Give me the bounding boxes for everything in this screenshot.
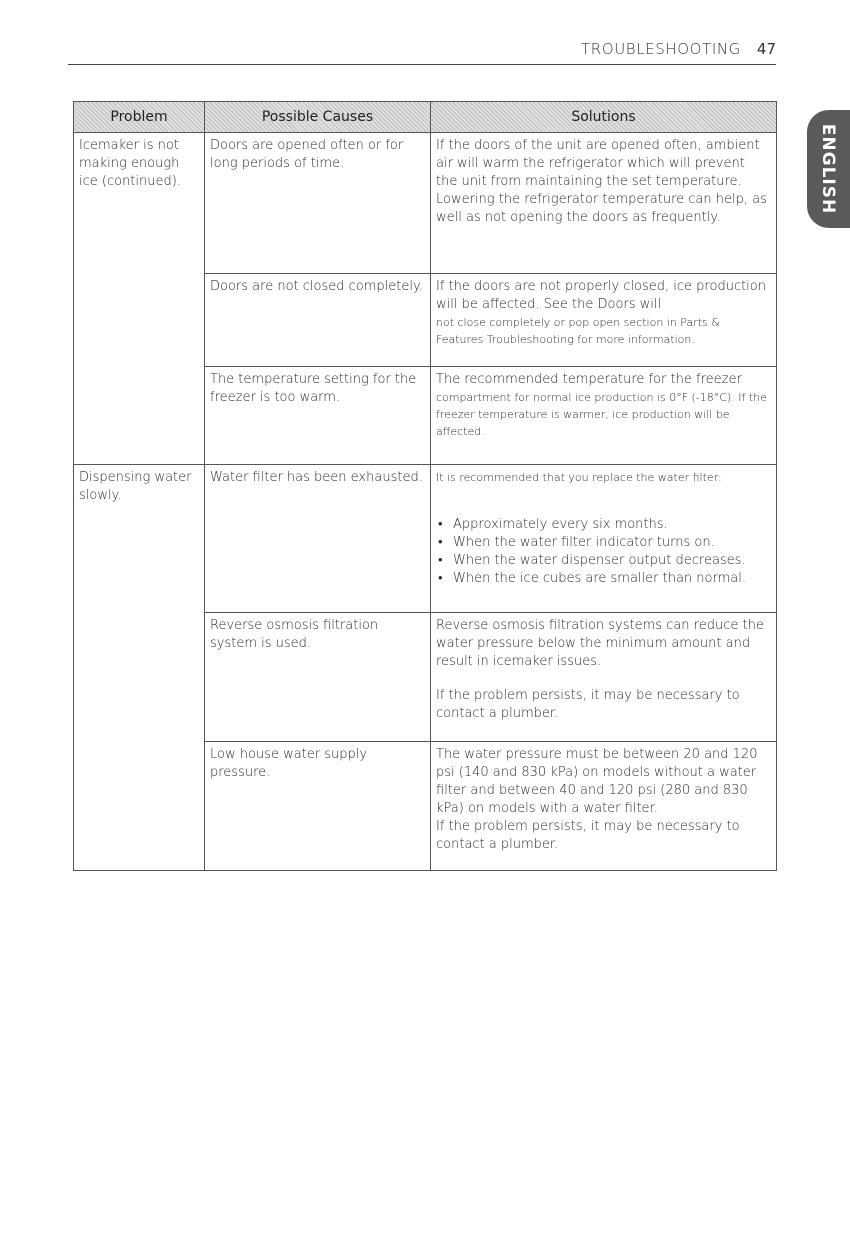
list-item: • When the water dispenser output decreases. [438,553,746,568]
solution-cell [431,274,777,367]
language-tab-label: ENGLISH [818,123,839,215]
language-tab [807,110,850,228]
cause-cell: The temperature setting for the freezer is too warm. [205,367,431,465]
solution-text: Reverse osmosis filtration systems can reduce the water pressure below the minimum amount and result in icemaker issues. [436,618,764,669]
solution-text: If the problem persists, it may be necessary to contact a plumber. [436,688,740,721]
solution-cell [431,367,777,465]
list-item: • When the ice cubes are smaller than normal. [438,571,746,586]
solution-text: The recommended temperature for the freezer [436,372,742,387]
table-header-row [74,102,777,133]
column-header-solutions: Solutions [431,102,777,133]
solution-text: If the problem persists, it may be necessary to contact a plumber. [436,819,740,852]
list-item: • Approximately every six months. [438,517,668,532]
cause-cell: Doors are opened often or for long periods of time. [205,133,431,274]
column-header-causes: Possible Causes [205,102,431,133]
troubleshooting-table [73,101,777,871]
problem-cell: Dispensing water slowly. [74,465,205,871]
solution-cell [431,742,777,871]
page-header [68,40,776,65]
solution-intro: It is recommended that you replace the water filter: [436,471,722,484]
solution-cell: If the doors of the unit are opened often, ambient air will warm the refrigerator which will prevent the unit from maintaining the set temperature. Lowering the refrigerator temperature can help, as well as not opening the doors as frequently. [431,133,777,274]
solution-small-text: compartment for normal ice production is 0°F (-18°C). If the freezer temperature is warmer, ice production will be affected. [436,391,767,438]
solution-small-text: not close completely or pop open section in Parts & Features Troubleshooting for more information. [436,316,720,346]
solution-bullet-list [436,516,770,588]
table-row [74,133,777,274]
solution-cell [431,465,777,613]
page-number: 47 [756,40,776,58]
column-header-problem: Problem [74,102,205,133]
solution-cell [431,613,777,742]
table-row [74,465,777,613]
solution-text: If the doors are not properly closed, ice production will be affected. See the Doors will [436,279,766,312]
section-title: TROUBLESHOOTING [581,40,741,58]
cause-cell: Reverse osmosis filtration system is used. [205,613,431,742]
solution-text: The water pressure must be between 20 and 120 psi (140 and 830 kPa) on models without a water filter and between 40 and 120 psi (280 and 830 kPa) on models with a water filter. [436,747,758,816]
problem-cell: Icemaker is not making enough ice (continued). [74,133,205,465]
cause-cell: Doors are not closed completely. [205,274,431,367]
list-item: • When the water filter indicator turns on. [438,535,715,550]
cause-cell: Water filter has been exhausted. [205,465,431,613]
cause-cell: Low house water supply pressure. [205,742,431,871]
